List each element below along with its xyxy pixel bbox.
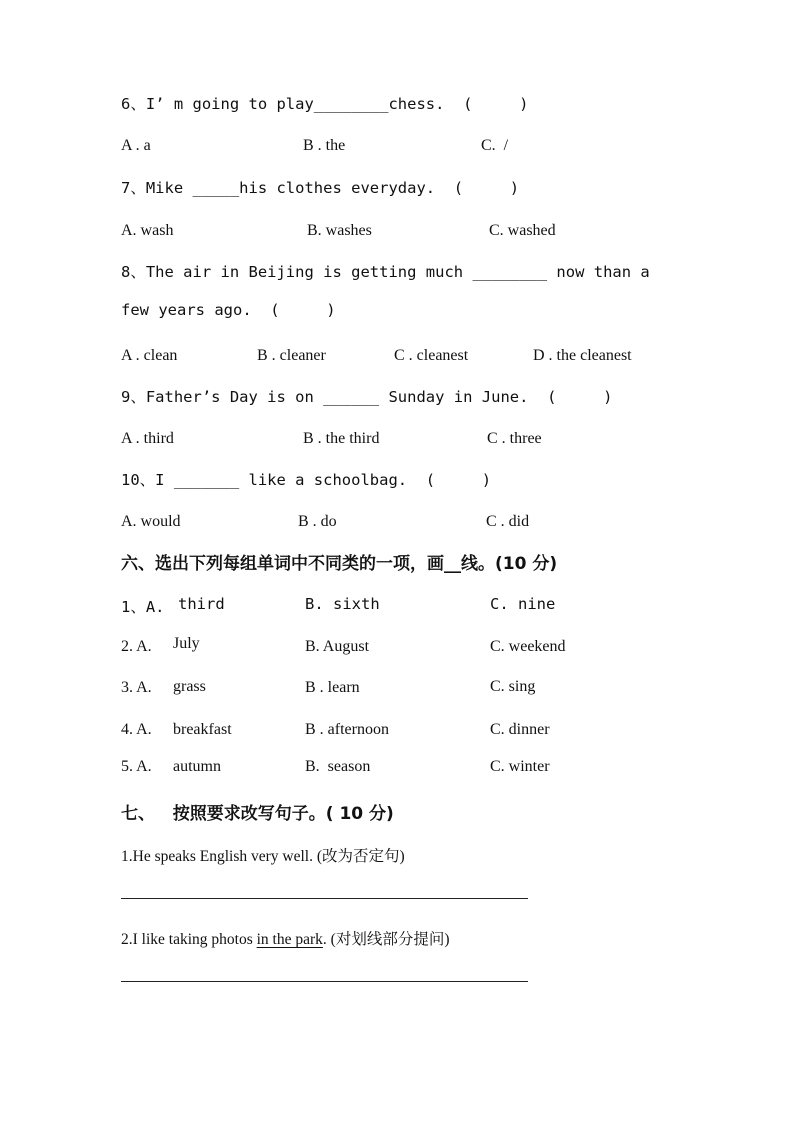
question-7-stem: 7、Mike _____his clothes everyday. ( ) [121,179,520,197]
section-6-row-2-b: B. August [305,638,370,655]
section-6-row-5-b: B. season [305,758,371,775]
question-6-stem: 6、I’ m going to play________chess. ( ) [121,95,529,113]
section-7-sentence-1: 1.He speaks English very well. (改为否定句) [121,848,405,865]
section-6-row-3-a: grass [173,678,206,695]
question-8-stem-line2: few years ago. ( ) [121,301,336,319]
section-6-row-5-a: autumn [173,758,221,775]
question-7-option-c: C. washed [489,222,556,239]
section-6-row-4-a: breakfast [173,721,232,738]
question-9-option-c: C . three [487,430,542,447]
section-6-row-4-b: B . afternoon [305,721,389,738]
question-10-option-a: A. would [121,513,181,530]
section-6-row-5-c: C. winter [490,758,550,775]
sentence-2-prefix: 2.I like taking photos [121,931,257,948]
question-10-stem: 10、I _______ like a schoolbag. ( ) [121,471,492,489]
question-8-option-c: C . cleanest [394,347,469,364]
section-6-row-1-b: B. sixth [305,595,380,613]
sentence-2-suffix: . (对划线部分提问) [322,931,450,948]
section-7-sentence-2 [121,927,450,949]
question-6-option-c: C. / [481,137,509,154]
answer-line-1 [121,898,528,899]
section-7-heading: 七、 按照要求改写句子。( 10 分) [121,804,394,824]
section-6-row-4-number: 4. A. [121,721,152,738]
question-7-option-b: B. washes [307,222,372,239]
question-9-option-a: A . third [121,430,174,447]
section-6-row-4-c: C. dinner [490,721,550,738]
question-7-option-a: A. wash [121,222,174,239]
question-8-option-b: B . cleaner [257,347,326,364]
answer-line-2 [121,981,528,982]
question-8-option-a: A . clean [121,347,178,364]
section-6-row-1-a: third [178,595,225,613]
section-6-row-2-number: 2. A. [121,638,152,655]
question-8-stem-line1: 8、The air in Beijing is getting much ________ now than a [121,263,650,281]
question-10-option-c: C . did [486,513,530,530]
section-6-row-2-c: C. weekend [490,638,566,655]
question-9-option-b: B . the third [303,430,380,447]
question-6-option-b: B . the [303,137,346,154]
section-6-row-1-number: 1、A. [121,598,165,616]
section-6-row-1-c: C. nine [490,595,556,613]
section-6-row-5-number: 5. A. [121,758,152,775]
question-9-stem: 9、Father’s Day is on ______ Sunday in June. ( ) [121,388,613,406]
section-6-row-2-a: July [173,635,200,652]
question-10-option-b: B . do [298,513,337,530]
section-6-row-3-b: B . learn [305,679,360,696]
question-8-option-d: D . the cleanest [533,347,632,364]
section-6-row-3-number: 3. A. [121,679,152,696]
sentence-2-underlined-phrase: in the park [256,931,323,948]
section-6-row-3-c: C. sing [490,678,536,695]
question-6-option-a: A . a [121,137,151,154]
section-6-heading: 六、选出下列每组单词中不同类的一项，画__线。(10 分) [121,554,558,574]
